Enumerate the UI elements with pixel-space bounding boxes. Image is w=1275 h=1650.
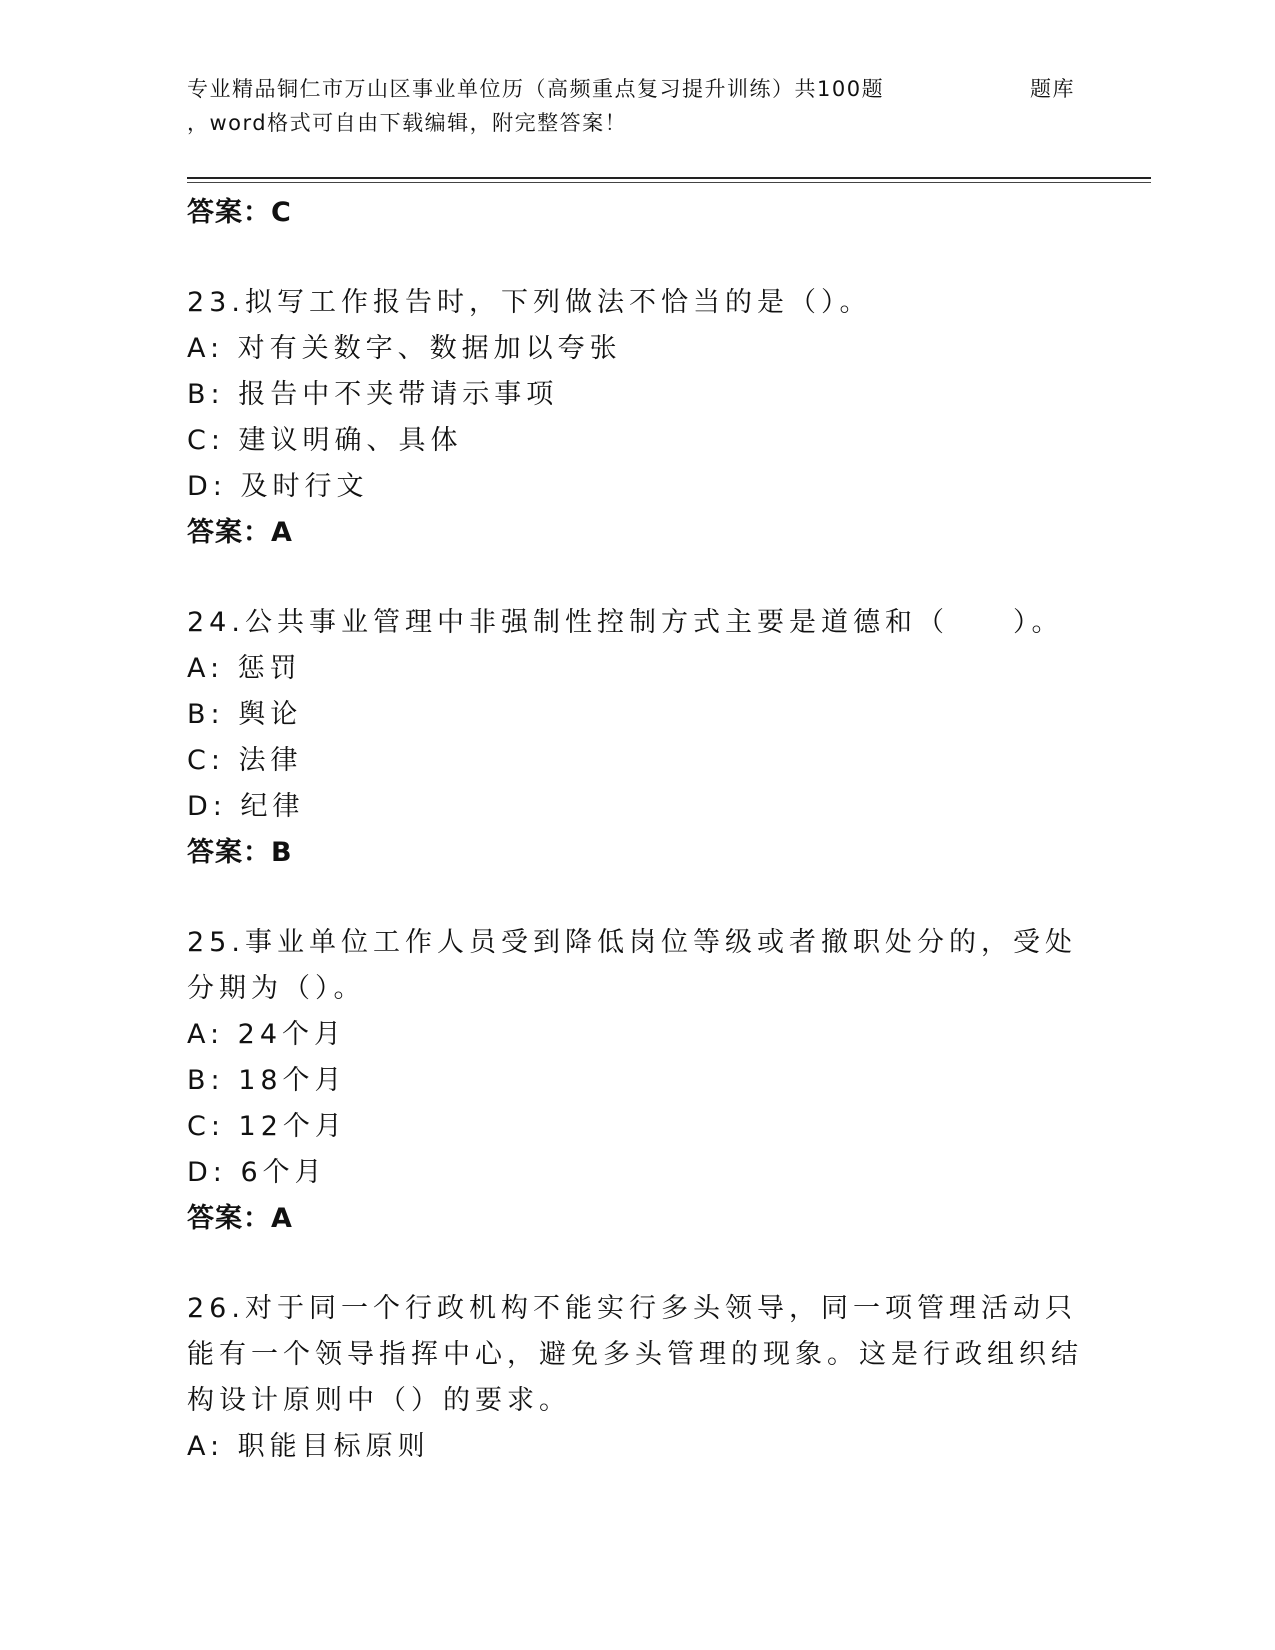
- answer-line: 答案：A: [187, 517, 293, 548]
- option-d: D: 纪律: [187, 791, 305, 822]
- option-a: A: 对有关数字、数据加以夸张: [187, 333, 622, 364]
- option-b: B: 舆论: [187, 699, 303, 730]
- option-b: B: 报告中不夹带请示事项: [187, 379, 559, 410]
- option-b: B: 18个月: [187, 1065, 347, 1096]
- question-26: [187, 1286, 1087, 1470]
- answer-line: 答案：B: [187, 837, 293, 868]
- question-text: 25.事业单位工作人员受到降低岗位等级或者撤职处分的，受处分期为（）。: [187, 927, 1077, 1004]
- option-a: A: 24个月: [187, 1019, 347, 1050]
- question-25: [187, 920, 1087, 1242]
- answer-line: 答案：C: [187, 197, 292, 228]
- question-list: [187, 190, 1087, 1470]
- question-24: [187, 600, 1087, 876]
- question-text: 24.公共事业管理中非强制性控制方式主要是道德和（ ）。: [187, 607, 1064, 638]
- option-c: C: 12个月: [187, 1111, 347, 1142]
- question-text: 26.对于同一个行政机构不能实行多头领导，同一项管理活动只能有一个领导指挥中心，避免多头管理的现象。这是行政组织结构设计原则中（）的要求。: [187, 1293, 1083, 1416]
- option-a: A: 惩罚: [187, 653, 302, 684]
- answer-line: 答案：A: [187, 1203, 293, 1234]
- header-right-label: 题库: [1030, 77, 1075, 101]
- header-title-line2: ，word格式可自由下载编辑，附完整答案！: [187, 111, 628, 135]
- option-d: D: 及时行文: [187, 471, 369, 502]
- header-title-line1: 专业精品铜仁市万山区事业单位历（高频重点复习提升训练）共100题: [187, 77, 885, 101]
- option-c: C: 建议明确、具体: [187, 425, 463, 456]
- question-text: 23.拟写工作报告时，下列做法不恰当的是（）。: [187, 287, 872, 318]
- option-d: D: 6个月: [187, 1157, 327, 1188]
- header-rule-thin: [187, 182, 1151, 183]
- header-rule-thick: [187, 177, 1151, 179]
- question-23: [187, 280, 1087, 556]
- option-a: A: 职能目标原则: [187, 1431, 430, 1462]
- page-header: [187, 72, 1087, 140]
- option-c: C: 法律: [187, 745, 303, 776]
